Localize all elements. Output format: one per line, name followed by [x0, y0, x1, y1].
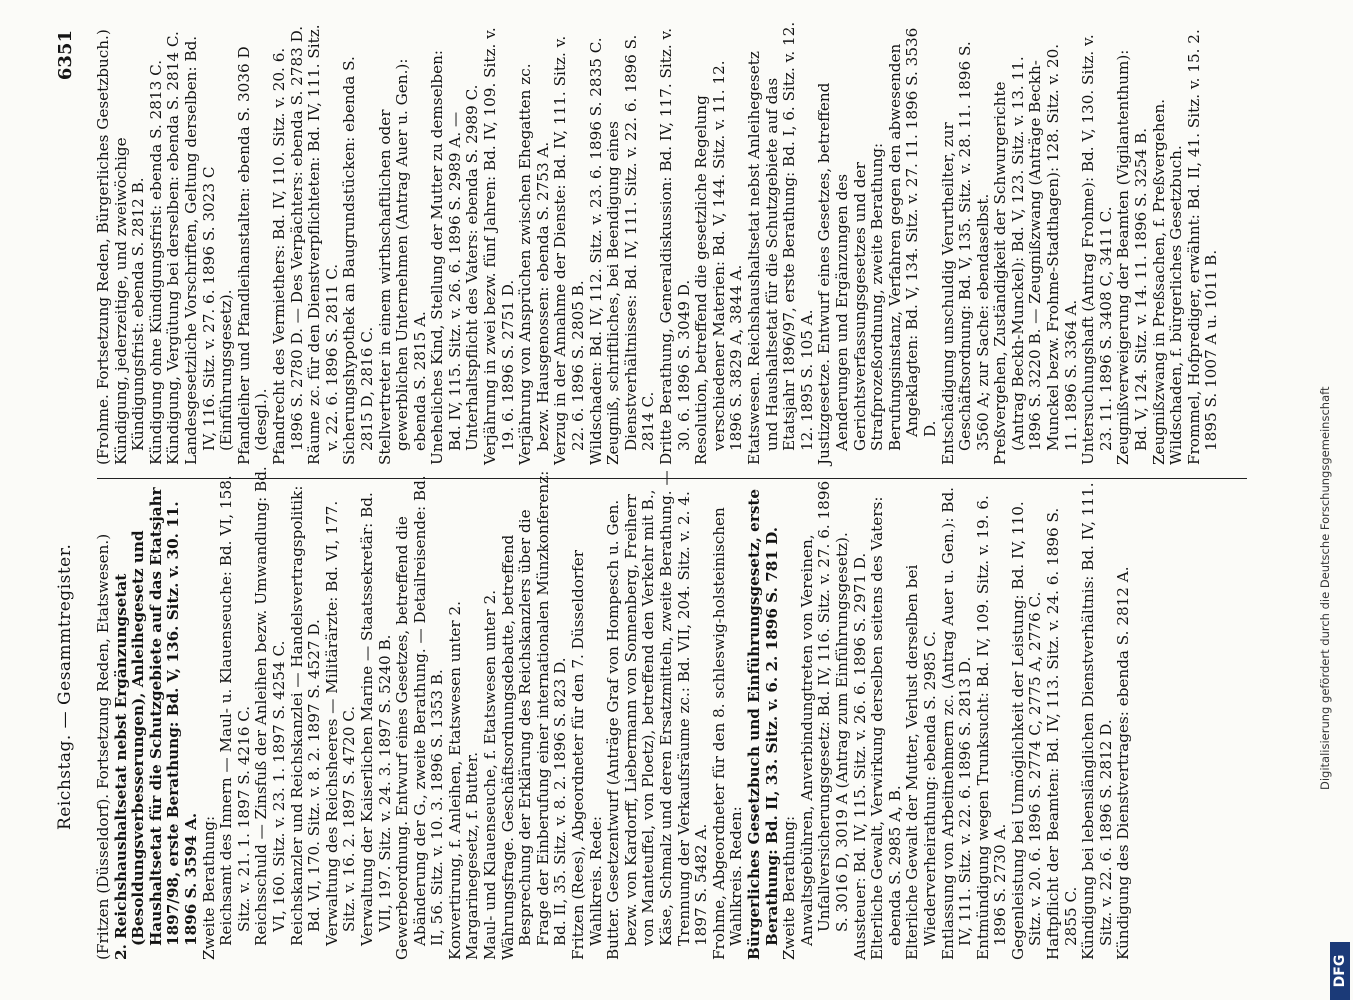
index-entry: 2. Reichshaushaltsetat nebst Ergänzungsetat (Besoldungsverbesserungen), Anleihegesetz und Haushaltsetat für die Schutzgebiete auf das Etatsjahr 1897/98, erste Berathung: Bd. V, 136. Sitz. v. 30. 11. 1896 S. 3594 A. [111, 487, 200, 960]
index-entry: Kündigung bei lebenslänglichen Dienstverhältnis: Bd. IV, 111. Sitz. v. 22. 6. 1896 S. 2812 D. [1079, 482, 1115, 960]
left-column [95, 465, 1133, 960]
running-title: Reichstag. — Gesammtregister. [55, 543, 75, 830]
index-entry: Konvertirung, f. Anleihen, Etatswesen unter 2. [445, 601, 464, 960]
index-entry: Fritzen (Rees), Abgeordneter für den 7. Düsseldorfer Wahlkreis. Rede: [569, 549, 605, 960]
index-entry: (Frohme. Fortsetzung Reden, Bürgerliches Gesetzbuch.) [94, 29, 112, 465]
index-entry: Elterliche Gewalt der Mutter, Verlust derselben bei Wiederverheirathung: ebenda S. 2985 C. [903, 564, 939, 960]
index-entry: Verjährung von Ansprüchen zwischen Ehegatten zc. bezw. Hausgenossen: ebenda S. 2753 A. [516, 63, 552, 465]
index-entry: Währungsfrage. Geschäftsordnungsdebatte, betreffend Besprechung der Erklärung des Reichskanzlers über die Frage der Einberufung einer internationalen Münzkonferenz: Bd. II, 35. Sitz. v. 8. 2. 1896 S. 823 D. [498, 470, 570, 960]
index-entry: Entmündigung wegen Trunksucht: Bd. IV, 109. Sitz. v. 19. 6. 1896 S. 2730 A. [973, 495, 1010, 960]
index-entry: Verwaltung der Kaiserlichen Marine — Staatssekretär: Bd. VII, 197. Sitz. v. 24. 3. 1897 S. 5240 B. [357, 492, 394, 946]
index-entry: Zeugnißzwang in Preßsachen, f. Preßvergehen. [1149, 98, 1168, 465]
index-entry: Wildschaden, f. bürgerliches Gesetzbuch. [1167, 145, 1186, 465]
index-entry: Räume zc. für den Dienstverpflichteten: Bd. IV, 111. Sitz. v. 22. 6. 1896 S. 2811 C. [305, 24, 341, 465]
index-entry: Butter. Gesetzentwurf (Anträge Graf von Hompesch u. Gen. bezw. von Kardorff, Liebermann von Sonnenberg, Freiherr von Manteuffel, von Ploetz), betreffend den Verkehr mit B., Käse, Schmalz und deren Ersatzmitteln, zweite Berathung. — Trennung der Verkaufsräume zc.: Bd. VII, 204. Sitz. v. 2. 4. 1897 S. 5482 A. [604, 470, 711, 960]
index-entry: Reichsschuld — Zinsfuß der Anleihen bezw. Umwandlung: Bd. VI, 160. Sitz. v. 23. 1. 1897 S. 4254 C. [252, 466, 288, 946]
digitization-note: Digitalisierung gefördert durch die Deutsche Forschungsgemeinschaft [1318, 386, 1332, 790]
index-entry: Zweite Berathung: [199, 815, 218, 960]
index-entry: Sicherungshypothek an Baugrundstücken: ebenda S. 2815 D, 2816 C. [340, 56, 376, 465]
index-entry: Etatswesen. Reichshaushaltsetat nebst Anleihegesetz und Haushaltsetat für die Schutzgebiete auf das Etatsjahr 1896/97, erste Berathung: Bd. I, 6. Sitz. v. 12. 12. 1895 S. 105 A. [744, 21, 816, 465]
index-entry: Wildschaden: Bd. IV, 112. Sitz. v. 23. 6. 1896 S. 2835 C. [586, 37, 605, 465]
index-entry: Anwaltsgebühren, Anverbindungtreten von Vereinen, Unfallversicherungsgesetz: Bd. IV, 116. Sitz. v. 27. 6. 1896 S. 3016 D, 3019 A (Antrag zum Einführungsgesetz). [797, 480, 851, 946]
index-entry: Reichsamt des Innern — Maul- u. Klauenseuche: Bd. VI, 158. Sitz. v. 21. 1. 1897 S. 4216 C. [217, 475, 253, 946]
index-entry: Justizgesetze. Entwurf eines Gesetzes, betreffend Aenderungen und Ergänzungen des Gerichtsverfassungsgesetzes und der Strafprozeßordnung, zweite Berathung: [815, 82, 887, 465]
index-entry: Resolution, betreffend die gesetzliche Regelung verschiedener Materien: Bd. V, 144. Sitz. v. 11. 12. 1896 S. 3829 A, 3844 A. [692, 60, 746, 465]
index-entry: Kündigung ohne Kündigungsfrist: ebenda S. 2813 C. [146, 59, 165, 465]
index-entry: Berufungsinstanz, Verfahren gegen den abwesenden Angeklagten: Bd. V, 134. Sitz. v. 27. 11. 1896 S. 3536 D. [885, 27, 939, 451]
index-entry: Verzug in der Annahme der Dienste: Bd. IV, 111. Sitz. v. 22. 6. 1896 S. 2805 B. [551, 35, 588, 465]
index-entry: Haftpflicht der Beamten: Bd. IV, 113. Sitz. v. 24. 6. 1896 S. 2855 C. [1044, 507, 1080, 960]
index-entry: Frommel, Hofprediger, erwähnt: Bd. II, 41. Sitz. v. 15. 2. 1895 S. 1007 A u. 1011 B. [1184, 29, 1221, 465]
index-entry: Elterliche Gewalt, Verwirkung derselben seitens des Vaters: ebenda S. 2985 A, B. [868, 496, 904, 960]
index-entry: Entschädigung unschuldig Verurtheilter, zur Geschäftsordnung: Bd. V, 135. Sitz. v. 28. 11. 1896 S. 3560 A; zur Sache: ebendaselbst. [938, 41, 992, 465]
index-entry: Kündigung des Dienstvertrages: ebenda S. 2812 A. [1114, 566, 1133, 960]
index-entry: Kündigung, Vergütung bei derselben: ebenda S. 2814 C. [164, 31, 183, 465]
index-entry: Verwaltung des Reichsheeres — Militärärzte: Bd. VI, 177. Sitz. v. 16. 2. 1897 S. 4720 C. [322, 500, 359, 946]
column-divider [97, 478, 1247, 479]
index-entry: Uneheliches Kind, Stellung der Mutter zu demselben: Bd. IV, 115. Sitz. v. 26. 6. 1896 S. 2989 A. — Unterhaltspflicht des Vaters: ebenda S. 2989 C. [428, 49, 482, 465]
index-entry: Dritte Berathung, Generaldiskussion: Bd. IV, 117. Sitz. v. 30. 6. 1896 S. 3049 D. [657, 27, 693, 465]
index-entry: Zeugnißverweigerung der Beamten (Vigilantenthum): Bd. V, 124. Sitz. v. 14. 11. 1896 S. 3254 B. [1114, 49, 1151, 465]
index-entry: Pfandrecht des Vermiethers: Bd. IV, 110. Sitz. v. 20. 6. 1896 S. 2780 D. — Des Verpächters: ebenda S. 2783 D. [269, 25, 306, 465]
index-entry: Aussteuer: Bd. IV, 115. Sitz. v. 26. 6. 1896 S. 2971 D. [850, 552, 869, 960]
dfg-logo: DFG [1330, 942, 1350, 1000]
index-entry: Margarinegesetz, f. Butter. [463, 751, 482, 960]
index-entry: Entlassung von Arbeitnehmern zc. (Antrag Auer u. Gen.): Bd. IV, 111. Sitz. v. 22. 6. 1896 S. 2813 D. [938, 486, 975, 960]
index-entry: Landesgesetzliche Vorschriften, Geltung derselben: Bd. IV, 116. Sitz. v. 27. 6. 1896 S. 3023 C (Einführungsgesetz). [181, 35, 236, 465]
index-entry: (Fritzen (Düsseldorf). Fortsetzung Reden, Etatswesen.) [94, 533, 112, 960]
page-header [0, 0, 90, 1000]
index-entry: Frohme, Abgeordneter für den 8. schleswig-holsteinischen Wahlkreis. Reden: [709, 507, 746, 960]
index-entry: Verjährung in zwei bezw. fünf Jahren: Bd. IV, 109. Sitz. v. 19. 6. 1896 S. 2751 D. [481, 27, 517, 465]
index-entry: Zeugniß, schriftliches, bei Beendigung eines Dienstverhältnisses: Bd. IV, 111. Sitz. v. 22. 6. 1896 S. 2814 C. [604, 34, 658, 465]
index-entry: Kündigung, jederzeitige, und zweiwöchige Kündigungsfrist: ebenda S. 2812 B. [111, 137, 148, 465]
page-number: 6351 [55, 30, 76, 81]
index-entry: Maul- und Klauenseuche, f. Etatswesen unter 2. [481, 589, 500, 960]
index-entry: Bürgerliches Gesetzbuch und Einführungsgesetz, erste Berathung: Bd. II, 33. Sitz. v. 6. 2. 1896 S. 781 D. [744, 488, 781, 960]
index-entry: Reichskanzler und Reichskanzlei — Handelsvertragspolitik: Bd. VI, 170. Sitz. v. 8. 2. 1897 S. 4527 D. [287, 485, 324, 946]
index-entry: Preßvergehen, Zuständigkeit der Schwurgerichte (Antrag Beckh-Munckel): Bd. V, 123. Sitz. v. 13. 11. 1896 S. 3220 B. — Zeugnißzwang (Anträge Beckh-Munckel bezw. Frohme-Stadthagen): 128. Sitz. v. 20. 11. 1896 S. 3364 A. [991, 43, 1080, 465]
index-entry: Zweite Berathung: [780, 815, 799, 960]
right-column [95, 20, 1221, 465]
index-entry: Gewerbeordnung. Entwurf eines Gesetzes, betreffend die Abänderung der G., zweite Berathung. — Detailreisende: Bd. II, 56. Sitz. v. 10. 3. 1896 S. 1353 B. [393, 475, 447, 960]
index-entry: Stellvertreter in einem wirthschaftlichen oder gewerblichen Unternehmen (Antrag Auer u. Gen.): ebenda S. 2815 A. [375, 58, 429, 465]
index-entry: Untersuchungshaft (Antrag Frohme): Bd. V, 130. Sitz. v. 23. 11. 1896 S. 3408 C, 3411 C. [1079, 34, 1115, 465]
index-entry: Pfandleiher und Pfandleihanstalten: ebenda S. 3036 D (desgl.). [234, 46, 271, 465]
index-entry: Gegenleistung bei Unmöglichkeit der Leistung: Bd. IV, 110. Sitz. v. 20. 6. 1896 S. 2774 C, 2775 A, 2776 C. [1008, 501, 1045, 960]
